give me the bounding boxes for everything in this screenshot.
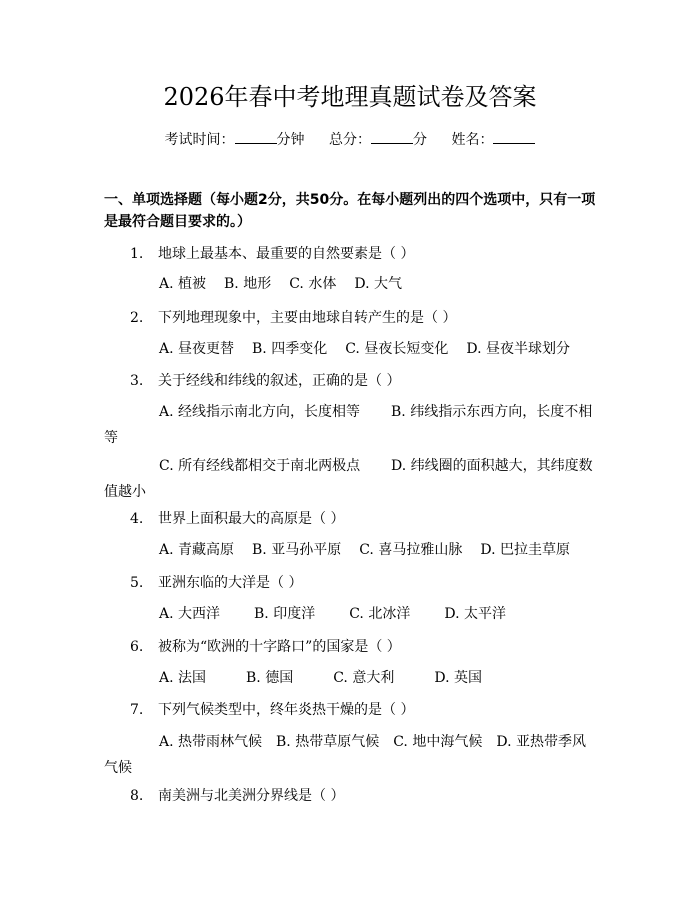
question-text: 亚洲东临的大洋是（ ）: [158, 575, 303, 591]
option-a: A. 昼夜更替: [159, 341, 235, 357]
question-1: [130, 244, 414, 264]
question-2-options: [159, 339, 588, 359]
option-b: B. 亚马孙平原: [252, 542, 342, 558]
option-b: B. 四季变化: [252, 341, 328, 357]
question-1-options: [159, 274, 420, 294]
exam-time: [165, 132, 305, 148]
exam-time-blank: [235, 131, 277, 144]
option-d: D. 巴拉圭草原: [480, 542, 570, 558]
student-name-blank: [493, 131, 535, 144]
option-d: D. 纬线圈的面积越大，其纬度数值越小: [104, 458, 593, 500]
question-text: 下列地理现象中，主要由地球自转产生的是（ ）: [158, 310, 457, 326]
question-4: [130, 509, 344, 529]
page-title: 2026年春中考地理真题试卷及答案: [163, 83, 537, 111]
question-number: 5.: [130, 575, 144, 591]
question-2: [130, 308, 456, 328]
total-score: [329, 132, 427, 148]
question-text: 地球上最基本、最重要的自然要素是（ ）: [158, 246, 415, 262]
option-b: B. 地形: [224, 276, 272, 292]
option-a: A. 经线指示南北方向，长度相等: [159, 404, 361, 420]
question-7: [130, 700, 414, 720]
option-a: A. 植被: [159, 276, 207, 292]
option-c: C. 地中海气候: [393, 734, 483, 750]
option-c: C. 意大利: [333, 670, 395, 686]
option-d: D. 亚热带季风气候: [104, 734, 586, 776]
question-text: 下列气候类型中，终年炎热干燥的是（ ）: [158, 702, 415, 718]
option-c: C. 水体: [289, 276, 337, 292]
option-d: D. 大气: [354, 276, 402, 292]
option-a: A. 青藏高原: [159, 542, 235, 558]
question-text: 关于经线和纬线的叙述，正确的是（ ）: [158, 373, 401, 389]
question-3-options-cd: [104, 453, 594, 505]
question-text: 被称为“欧洲的十字路口”的国家是（ ）: [158, 639, 401, 655]
question-number: 6.: [130, 639, 144, 655]
question-number: 3.: [130, 373, 144, 389]
question-number: 4.: [130, 511, 144, 527]
question-7-options: [104, 729, 594, 781]
option-a: A. 法国: [159, 670, 207, 686]
option-c: C. 北冰洋: [349, 606, 411, 622]
total-score-unit: 分: [413, 132, 427, 148]
question-text: 世界上面积最大的高原是（ ）: [158, 511, 345, 527]
option-b: B. 纬线指示东西方向，长度不相等: [104, 404, 593, 446]
question-number: 8.: [130, 788, 144, 804]
exam-info-line: [0, 130, 700, 150]
total-score-blank: [371, 131, 413, 144]
option-d: D. 太平洋: [444, 606, 506, 622]
question-3-options-ab: [104, 399, 594, 451]
option-a: A. 大西洋: [159, 606, 221, 622]
total-score-label: 总分：: [329, 132, 371, 148]
question-8: [130, 786, 344, 806]
question-number: 2.: [130, 310, 144, 326]
student-name-label: 姓名：: [451, 132, 494, 148]
question-3: [130, 371, 400, 391]
question-5: [130, 573, 302, 593]
section-heading: 一、单项选择题（每小题2分，共50分。在每小题列出的四个选项中，只有一项是最符合题目要求的。）: [104, 192, 596, 230]
question-6: [130, 637, 401, 657]
question-text: 南美洲与北美洲分界线是（ ）: [158, 788, 345, 804]
option-d: D. 昼夜半球划分: [466, 341, 570, 357]
option-b: B. 德国: [246, 670, 294, 686]
student-name: [451, 132, 535, 148]
question-number: 1.: [130, 246, 144, 262]
option-d: D. 英国: [434, 670, 482, 686]
option-c: C. 昼夜长短变化: [345, 341, 449, 357]
exam-time-unit: 分钟: [276, 132, 305, 148]
exam-time-label: 考试时间：: [164, 132, 235, 148]
question-number: 7.: [130, 702, 144, 718]
option-b: B. 热带草原气候: [276, 734, 380, 750]
question-6-options: [159, 668, 500, 688]
question-4-options: [159, 540, 588, 560]
question-5-options: [159, 604, 524, 624]
option-b: B. 印度洋: [254, 606, 316, 622]
option-c: C. 所有经线都相交于南北两极点: [159, 458, 361, 474]
option-a: A. 热带雨林气候: [159, 734, 263, 750]
option-c: C. 喜马拉雅山脉: [359, 542, 463, 558]
